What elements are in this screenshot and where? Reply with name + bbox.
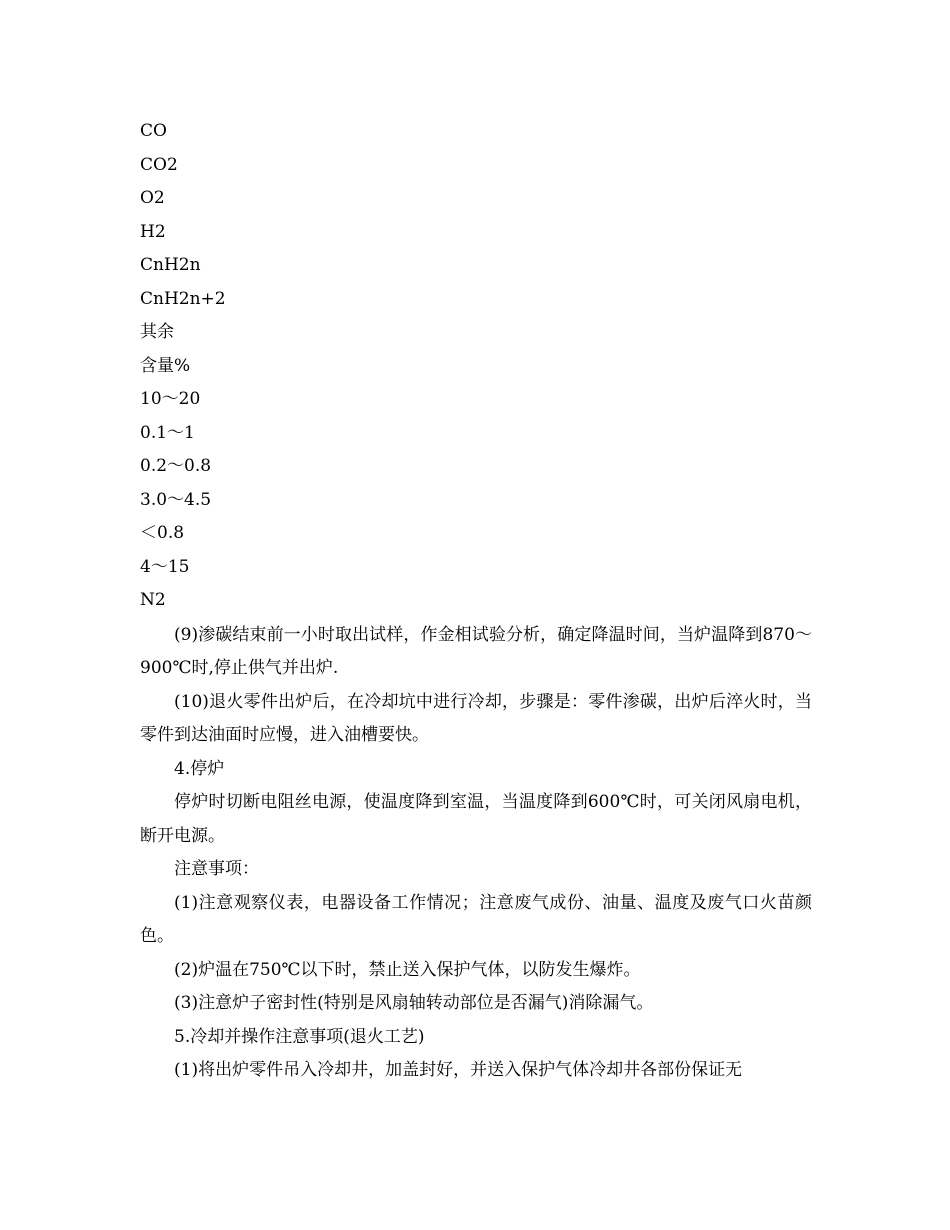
section-heading-stop-furnace: 4.停炉 xyxy=(174,758,225,779)
note-item-1: (1)注意观察仪表，电器设备工作情况；注意废气成份、油量、温度及废气口火苗颜色。 xyxy=(140,892,812,946)
table-item: ＜0.8 xyxy=(140,523,185,543)
document-page xyxy=(140,116,812,1088)
section-heading-cooling: 5.冷却并操作注意事项(退火工艺) xyxy=(174,1026,425,1047)
table-item: O2 xyxy=(140,188,165,208)
cooling-item-1: (1)将出炉零件吊入冷却井，加盖封好，并送入保护气体冷却井各部份保证无 xyxy=(174,1060,743,1080)
table-item: CO xyxy=(140,121,167,141)
table-item: 4～15 xyxy=(140,556,190,577)
table-item: 10～20 xyxy=(140,389,201,409)
table-item: 0.2～0.8 xyxy=(140,456,212,476)
table-item: N2 xyxy=(140,590,166,610)
paragraph-step-9: (9)渗碳结束前一小时取出试样，作金相试验分析，确定降温时间，当炉温降到870～900℃时,停止供气并出炉. xyxy=(140,624,812,678)
table-item: 3.0～4.5 xyxy=(140,489,212,510)
note-item-2: (2)炉温在750℃以下时，禁止送入保护气体，以防发生爆炸。 xyxy=(174,959,641,980)
note-item-3: (3)注意炉子密封性(特别是风扇轴转动部位是否漏气)消除漏气。 xyxy=(174,993,654,1013)
table-item: CO2 xyxy=(140,154,178,175)
paragraph-stop-furnace: 停炉时切断电阻丝电源，使温度降到室温，当温度降到600℃时，可关闭风扇电机，断开电源。 xyxy=(140,792,812,846)
paragraph-step-10: (10)退火零件出炉后，在冷却坑中进行冷却，步骤是：零件渗碳，出炉后淬火时，当零件到达油面时应慢，进入油槽要快。 xyxy=(140,691,812,745)
table-item: CnH2n xyxy=(140,255,201,275)
table-item: 0.1～1 xyxy=(140,422,195,443)
table-item: CnH2n+2 xyxy=(140,288,226,309)
table-item: 其余 xyxy=(140,322,174,342)
table-item: 含量% xyxy=(140,355,191,376)
notes-heading: 注意事项： xyxy=(174,859,259,879)
table-item: H2 xyxy=(140,221,166,242)
